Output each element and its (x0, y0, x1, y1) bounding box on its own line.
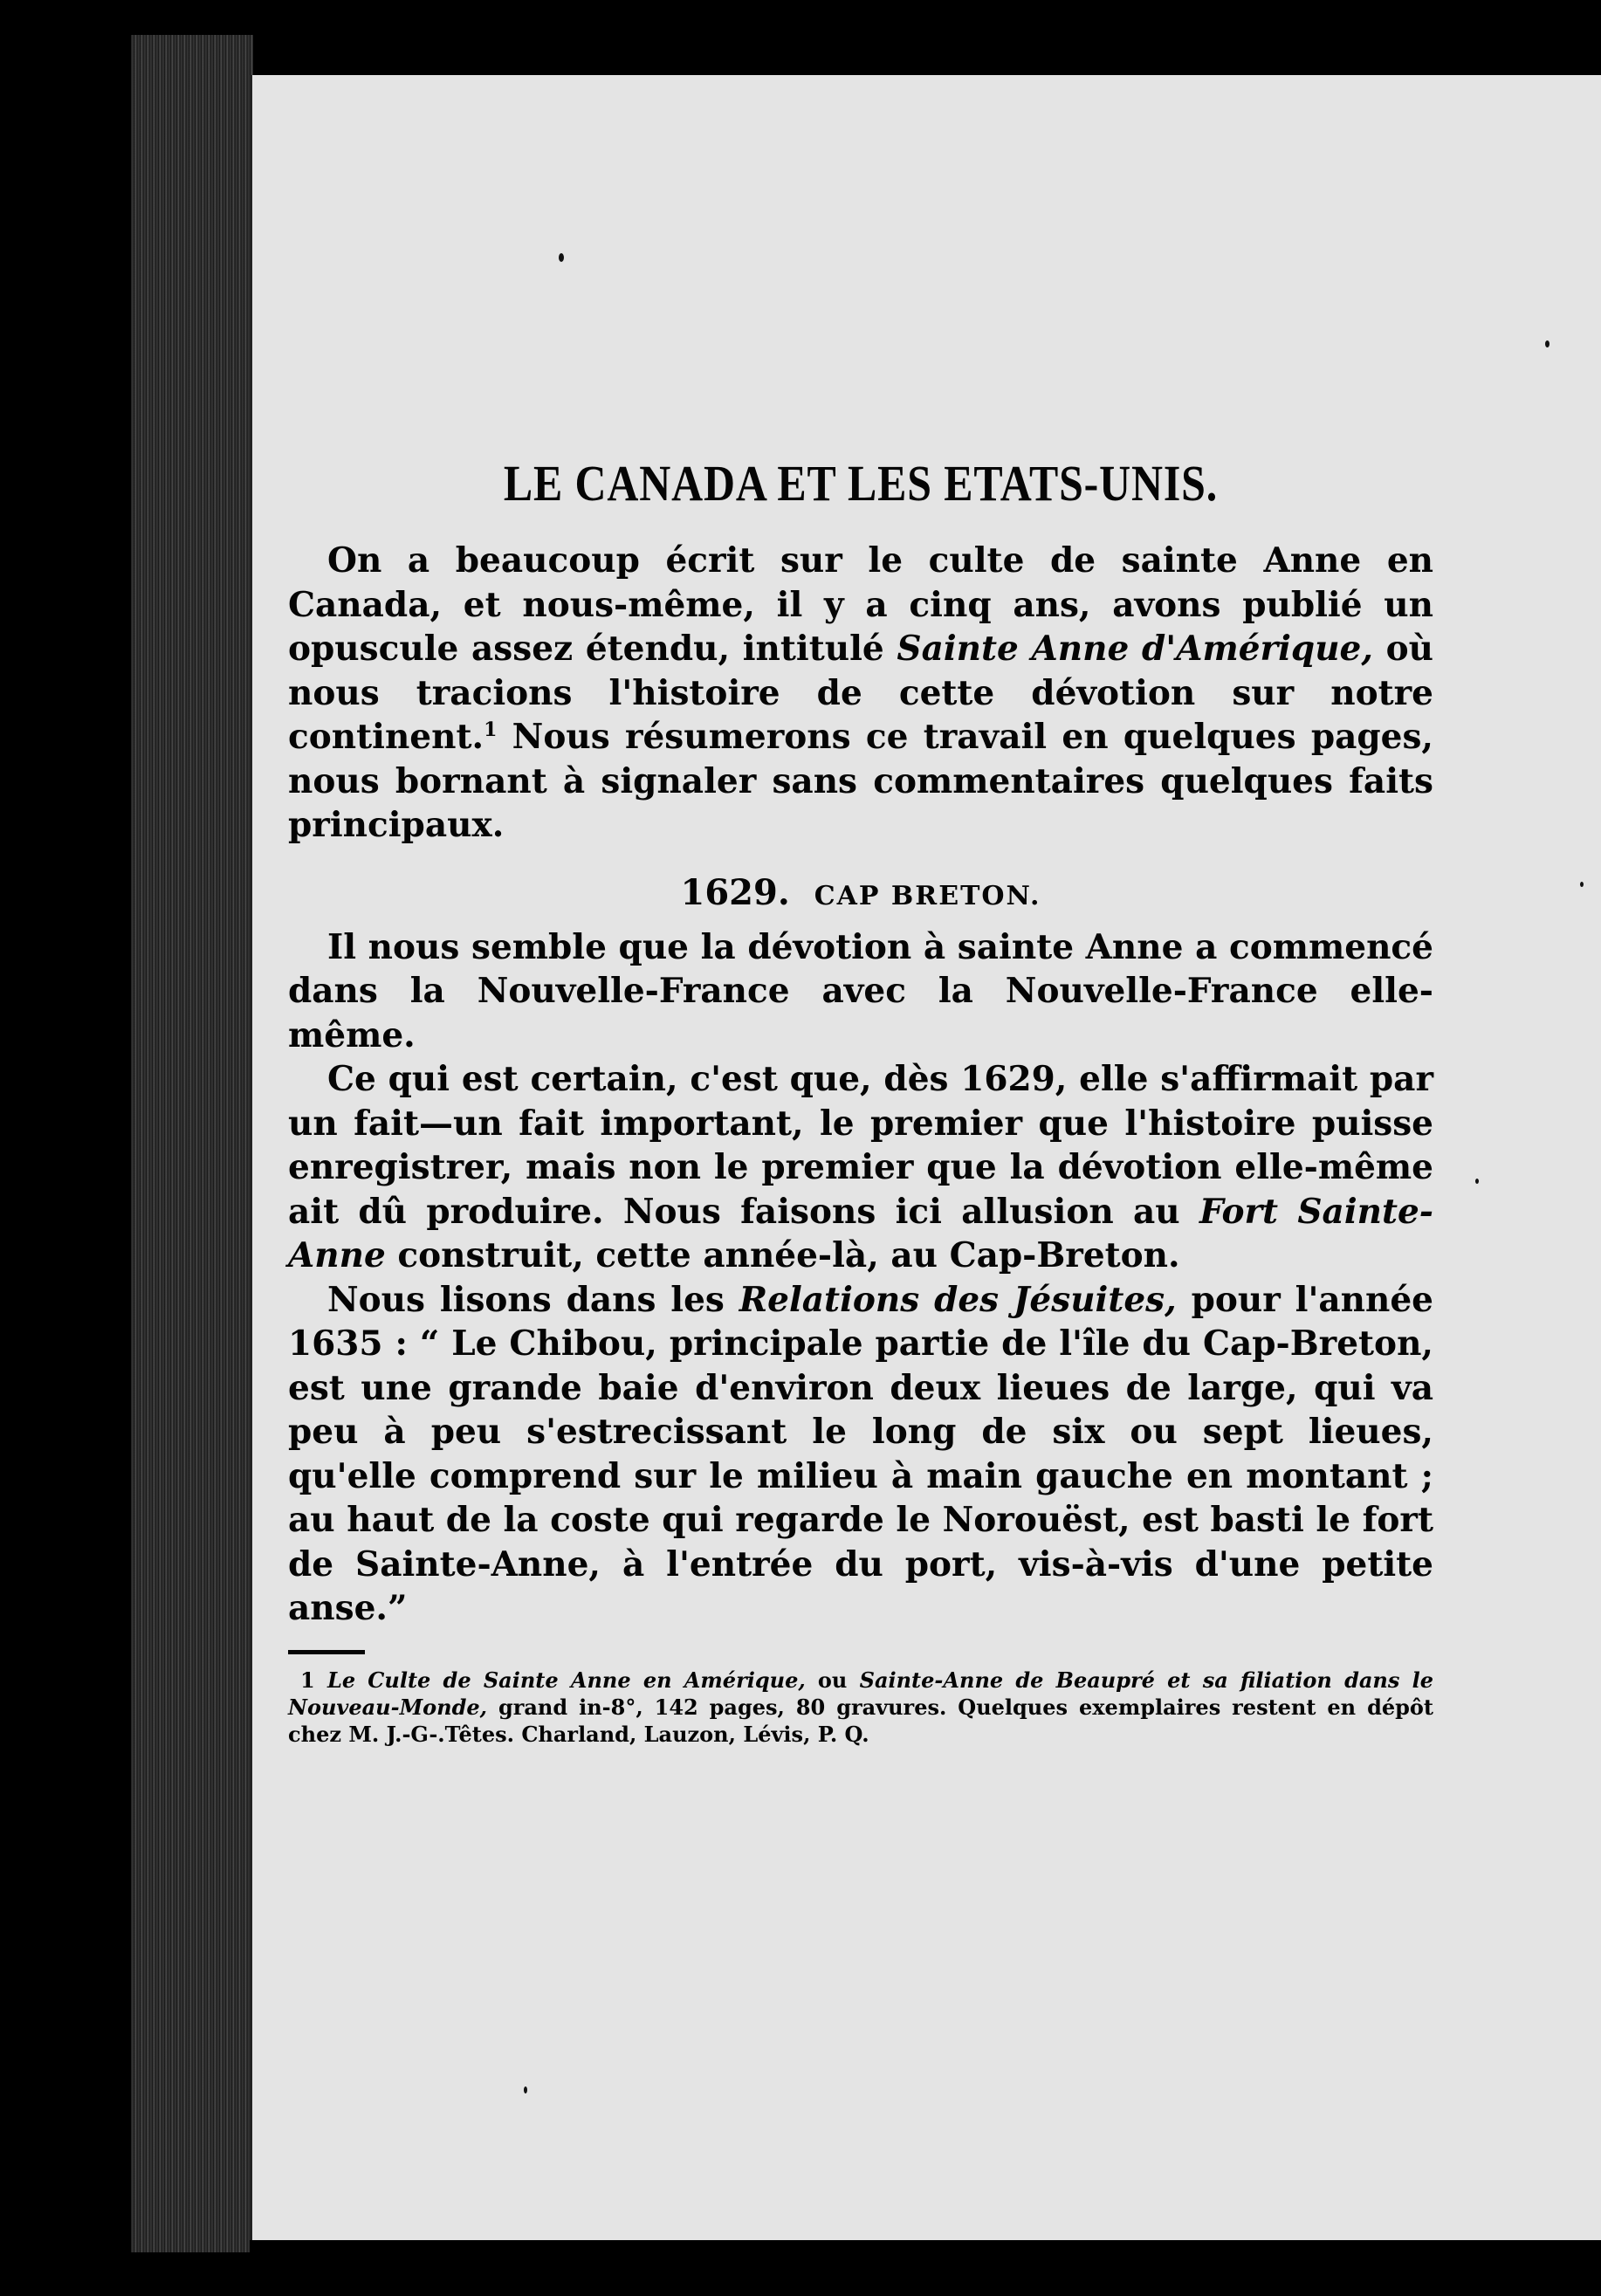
scan-border (250, 2240, 1601, 2296)
footnote-number: 1 (300, 1667, 315, 1693)
text-run: Nous lisons dans les (327, 1279, 739, 1320)
text-run: ou (805, 1667, 860, 1693)
chapter-title: LE CANADA ET LES ETATS-UNIS. (503, 455, 1219, 512)
footnote-divider (288, 1650, 365, 1654)
footnote (288, 1667, 1433, 1748)
text-run: Nous résumerons ce travail en quelques pages, nous bornant à signaler sans commentaires quelques faits principaux. (288, 717, 1433, 845)
text-run: On a beaucoup écrit sur le culte de sainte Anne en Canada, et nous-même, il y a cinq ans, avons publié un opuscule assez étendu, intitulé (288, 540, 1433, 669)
text-run-italic: Fort Sainte-Anne (288, 1191, 1433, 1275)
section-place: CAP BRETON. (814, 880, 1041, 911)
text-run: où nous tracions l'histoire de cette dévotion sur notre continent. (288, 629, 1433, 757)
text-run-italic: Sainte Anne d'Amérique, (897, 629, 1373, 669)
paragraph-body (288, 1278, 1433, 1631)
text-run: Il nous semble que la dévotion à sainte Anne a commencé dans la Nouvelle-France avec la Nouvelle-France elle-même. (288, 926, 1433, 1055)
text-run: grand in-8°, 142 pages, 80 gravures. Quelques exemplaires restent en dépôt chez M. J.-G-.Têtes. Charland, Lauzon, Lévis, P. Q. (288, 1694, 1433, 1747)
paragraph-body (288, 925, 1433, 1058)
text-run: construit, cette année-là, au Cap-Breton. (385, 1235, 1180, 1275)
book-page-edges (131, 35, 253, 2252)
text-run: pour l'année 1635 : “ Le Chibou, principale partie de l'île du Cap-Breton, est une grande baie d'environ deux lieues de large, qui va peu à peu s'estrecissant le long de six ou sept lieues, qu'elle comprend sur le milieu à main gauche en montant ; au haut de la coste qui regarde le Norouëst, est basti le fort de Sainte-Anne, à l'entrée du port, vis-à-vis d'une petite anse.” (288, 1279, 1433, 1628)
text-run-italic: Relations des Jésuites, (739, 1279, 1177, 1320)
text-run-italic: Sainte-Anne de Beaupré et sa filiation dans le Nouveau-Monde, (288, 1667, 1434, 1720)
paragraph-intro (288, 539, 1433, 848)
text-run: Ce qui est certain, c'est que, dès 1629, elle s'affirmait par un fait—un fait important, le premier que l'histoire puisse enregistrer, mais non le premier que la dévotion elle-même ait dû produire. Nous faisons ici allusion au (288, 1059, 1433, 1232)
text-run-italic: Le Culte de Sainte Anne en Amérique, (326, 1667, 806, 1693)
page-text (288, 454, 1433, 1748)
section-year: 1629. (680, 871, 790, 913)
footnote-ref: 1 (484, 718, 498, 741)
paragraph-body (288, 1057, 1433, 1278)
section-heading (288, 872, 1433, 913)
